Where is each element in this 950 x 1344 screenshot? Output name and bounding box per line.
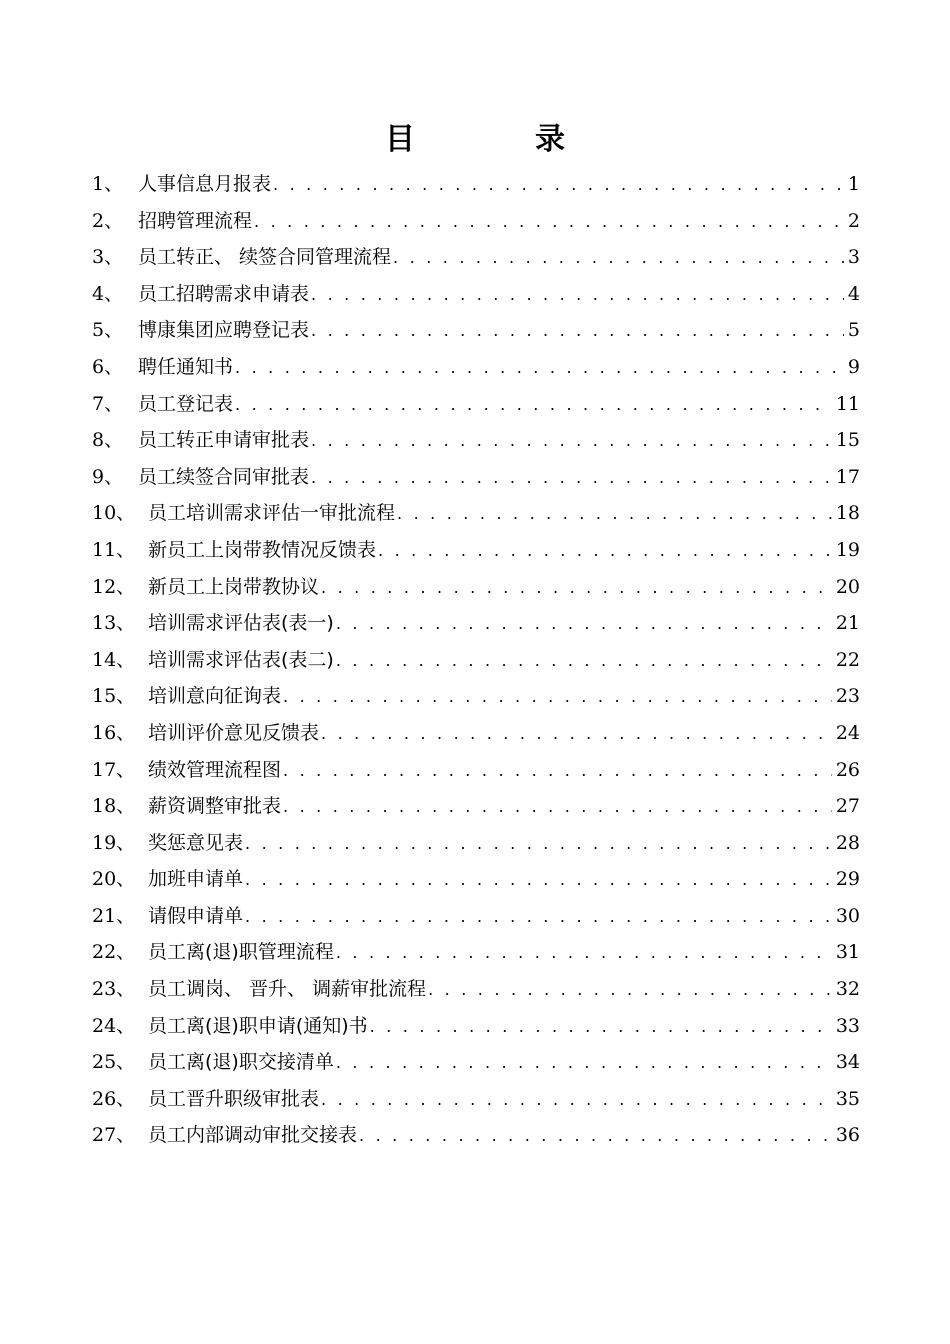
toc-entry-number: 6、 (92, 355, 124, 378)
toc-entry-page-number: 31 (835, 941, 860, 964)
toc-dot-leader (283, 797, 832, 816)
toc-entry[interactable] (92, 1084, 860, 1121)
toc-entry-title: 薪资调整审批表 (148, 795, 282, 818)
toc-dot-leader (336, 614, 832, 633)
toc-dot-leader (245, 834, 832, 853)
toc-entry-title: 员工离(退)职交接清单 (148, 1051, 334, 1074)
toc-entry-page-number: 19 (835, 538, 860, 561)
toc-entry-number: 13、 (92, 612, 136, 635)
toc-dot-leader (273, 175, 844, 194)
toc-entry-number: 12、 (92, 575, 136, 598)
toc-entry[interactable] (92, 645, 860, 682)
toc-entry-number: 26、 (92, 1087, 136, 1110)
toc-entry-page-number: 23 (835, 685, 860, 708)
toc-entry[interactable] (92, 242, 860, 279)
toc-list (92, 169, 860, 1157)
toc-entry-title: 培训需求评估表(表一) (148, 612, 334, 635)
toc-dot-leader (245, 907, 832, 926)
toc-dot-leader (321, 1090, 832, 1109)
toc-entry[interactable] (92, 864, 860, 901)
toc-entry[interactable] (92, 828, 860, 865)
toc-dot-leader (254, 212, 844, 231)
toc-entry-number: 7、 (92, 392, 124, 415)
toc-entry-page-number: 5 (847, 319, 860, 342)
toc-dot-leader (235, 395, 832, 414)
toc-dot-leader (359, 1126, 832, 1145)
toc-entry-number: 17、 (92, 758, 136, 781)
toc-entry[interactable] (92, 974, 860, 1011)
toc-entry-title: 培训评价意见反馈表 (148, 721, 320, 744)
toc-title (0, 118, 950, 162)
toc-entry-number: 8、 (92, 429, 124, 452)
toc-entry[interactable] (92, 901, 860, 938)
toc-entry-title: 招聘管理流程 (138, 209, 253, 232)
toc-entry-number: 20、 (92, 868, 136, 891)
toc-entry[interactable] (92, 755, 860, 792)
toc-entry[interactable] (92, 498, 860, 535)
toc-entry-page-number: 2 (847, 209, 860, 232)
toc-entry-page-number: 27 (835, 795, 860, 818)
toc-entry-page-number: 33 (835, 1014, 860, 1037)
toc-entry[interactable] (92, 572, 860, 609)
toc-entry[interactable] (92, 1011, 860, 1048)
toc-entry-title: 员工登记表 (138, 392, 234, 415)
toc-entry[interactable] (92, 279, 860, 316)
toc-entry-page-number: 11 (835, 392, 860, 415)
toc-dot-leader (370, 1017, 832, 1036)
toc-entry-page-number: 18 (835, 502, 860, 525)
toc-entry[interactable] (92, 389, 860, 426)
toc-entry[interactable] (92, 937, 860, 974)
toc-entry-title: 员工晋升职级审批表 (148, 1087, 320, 1110)
toc-entry-title: 员工离(退)职申请(通知)书 (148, 1014, 368, 1037)
toc-entry-number: 4、 (92, 282, 124, 305)
toc-entry-title: 员工招聘需求申请表 (138, 282, 310, 305)
toc-entry-title: 加班申请单 (148, 868, 244, 891)
toc-dot-leader (311, 321, 844, 340)
toc-entry-title: 人事信息月报表 (138, 173, 272, 195)
toc-dot-leader (336, 1053, 832, 1072)
toc-entry-page-number: 34 (835, 1051, 860, 1074)
toc-dot-leader (336, 943, 832, 962)
toc-dot-leader (235, 358, 844, 377)
toc-entry-page-number: 4 (847, 282, 860, 305)
toc-dot-leader (245, 870, 832, 889)
toc-entry[interactable] (92, 169, 860, 206)
toc-entry-number: 1、 (92, 173, 124, 195)
toc-entry-title: 员工续签合同审批表 (138, 465, 310, 488)
toc-entry[interactable] (92, 462, 860, 499)
toc-entry-number: 16、 (92, 721, 136, 744)
toc-dot-leader (336, 651, 832, 670)
toc-dot-leader (378, 541, 832, 560)
toc-entry[interactable] (92, 718, 860, 755)
toc-entry-page-number: 26 (835, 758, 860, 781)
toc-entry[interactable] (92, 425, 860, 462)
toc-entry-title: 奖惩意见表 (148, 831, 244, 854)
toc-dot-leader (393, 248, 844, 267)
toc-entry-title: 绩效管理流程图 (148, 758, 282, 781)
toc-entry[interactable] (92, 1047, 860, 1084)
toc-dot-leader (428, 980, 832, 999)
toc-entry[interactable] (92, 206, 860, 243)
toc-dot-leader (321, 578, 832, 597)
toc-entry-page-number: 1 (847, 173, 860, 195)
toc-entry-page-number: 15 (835, 429, 860, 452)
toc-entry-page-number: 35 (835, 1087, 860, 1110)
toc-entry-page-number: 36 (835, 1124, 860, 1147)
toc-title-char-2: 录 (535, 122, 565, 157)
toc-entry-title: 新员工上岗带教情况反馈表 (148, 538, 377, 561)
toc-dot-leader (397, 504, 832, 523)
toc-entry-number: 22、 (92, 941, 136, 964)
toc-entry-number: 19、 (92, 831, 136, 854)
toc-entry-page-number: 20 (835, 575, 860, 598)
toc-entry-number: 3、 (92, 246, 124, 269)
toc-entry[interactable] (92, 1120, 860, 1157)
toc-entry-page-number: 9 (847, 355, 860, 378)
toc-dot-leader (283, 687, 832, 706)
toc-entry-page-number: 3 (847, 246, 860, 269)
toc-entry-title: 培训需求评估表(表二) (148, 648, 334, 671)
toc-entry-title: 培训意向征询表 (148, 685, 282, 708)
toc-entry-number: 27、 (92, 1124, 136, 1147)
toc-entry-title: 博康集团应聘登记表 (138, 319, 310, 342)
toc-entry-page-number: 29 (835, 868, 860, 891)
toc-entry-title: 新员工上岗带教协议 (148, 575, 320, 598)
toc-dot-leader (311, 431, 832, 450)
toc-entry-number: 5、 (92, 319, 124, 342)
toc-dot-leader (311, 285, 844, 304)
toc-entry[interactable] (92, 791, 860, 828)
toc-title-char-1: 目 (385, 122, 415, 157)
toc-entry-title: 员工调岗、 晋升、 调薪审批流程 (148, 978, 427, 1001)
toc-entry-title: 员工转正、 续签合同管理流程 (138, 246, 392, 269)
toc-entry-number: 14、 (92, 648, 136, 671)
toc-entry-number: 18、 (92, 795, 136, 818)
toc-entry[interactable] (92, 681, 860, 718)
toc-entry[interactable] (92, 352, 860, 389)
toc-entry-title: 员工转正申请审批表 (138, 429, 310, 452)
toc-entry[interactable] (92, 315, 860, 352)
toc-entry-page-number: 24 (835, 721, 860, 744)
toc-dot-leader (321, 724, 832, 743)
toc-entry-number: 21、 (92, 904, 136, 927)
toc-entry-number: 9、 (92, 465, 124, 488)
toc-entry[interactable] (92, 535, 860, 572)
toc-dot-leader (283, 761, 832, 780)
toc-entry-page-number: 22 (835, 648, 860, 671)
toc-entry-number: 15、 (92, 685, 136, 708)
toc-entry-number: 10、 (92, 502, 136, 525)
toc-entry-number: 11、 (92, 538, 136, 561)
toc-entry-page-number: 17 (835, 465, 860, 488)
toc-entry-title: 员工培训需求评估一审批流程 (148, 502, 396, 525)
toc-entry-page-number: 32 (835, 978, 860, 1001)
toc-entry-page-number: 21 (835, 612, 860, 635)
toc-entry-number: 24、 (92, 1014, 136, 1037)
toc-entry-page-number: 30 (835, 904, 860, 927)
toc-dot-leader (311, 468, 832, 487)
toc-entry-number: 25、 (92, 1051, 136, 1074)
toc-entry-number: 2、 (92, 209, 124, 232)
toc-entry-title: 聘任通知书 (138, 355, 234, 378)
toc-entry[interactable] (92, 608, 860, 645)
toc-entry-title: 员工内部调动审批交接表 (148, 1124, 358, 1147)
toc-entry-title: 员工离(退)职管理流程 (148, 941, 334, 964)
toc-entry-number: 23、 (92, 978, 136, 1001)
toc-entry-title: 请假申请单 (148, 904, 244, 927)
toc-entry-page-number: 28 (835, 831, 860, 854)
